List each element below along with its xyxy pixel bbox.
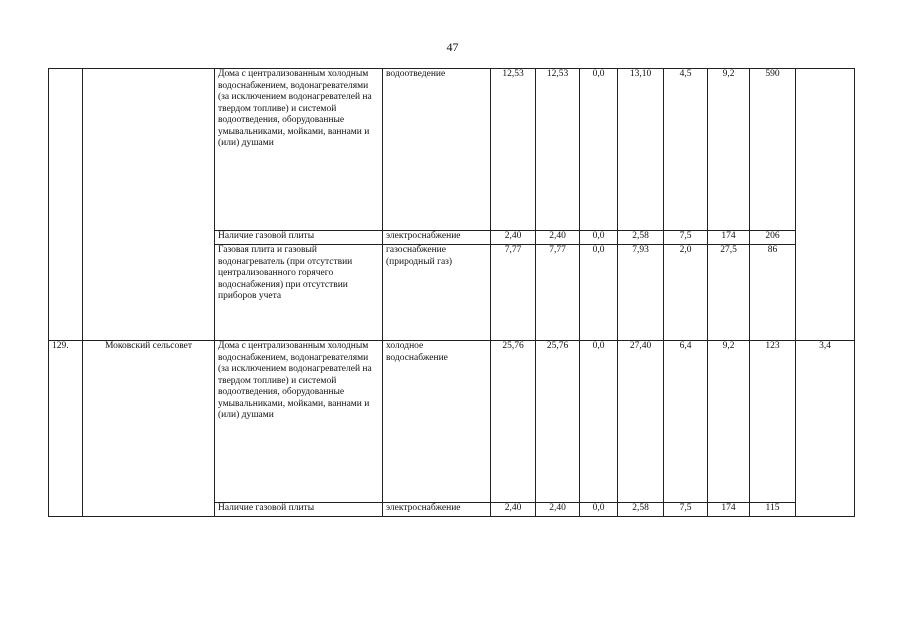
extra-value-cell: 3,4 [796,341,855,517]
condition-cell: Дома с централизованным холодным водоснабжением, водонагревателями (за исключением водонагревателей на твердом топливе) и системой водоотведения, оборудованные умывальниками, мойками, ваннами и (или) душами [215,69,383,231]
value-cell: 7,5 [664,503,708,517]
service-cell: холодное водоснабжение [383,341,491,503]
value-cell: 174 [708,231,750,245]
condition-cell: Газовая плита и газовый водонагреватель (при отсутствии централизованного горячего водоснабжения) при отсутствии приборов учета [215,245,383,341]
value-cell: 0,0 [580,341,618,503]
service-cell: электроснабжение [383,231,491,245]
service-cell: электроснабжение [383,503,491,517]
condition-cell: Наличие газовой плиты [215,231,383,245]
value-cell: 25,76 [536,341,580,503]
value-cell: 86 [750,245,796,341]
value-cell: 12,53 [536,69,580,231]
value-cell: 7,5 [664,231,708,245]
value-cell: 7,77 [491,245,536,341]
value-cell: 206 [750,231,796,245]
value-cell: 0,0 [580,245,618,341]
settlement-name [83,69,215,341]
value-cell: 2,40 [536,231,580,245]
value-cell: 174 [708,503,750,517]
table-row [49,341,855,503]
value-cell: 123 [750,341,796,503]
value-cell: 13,10 [618,69,664,231]
value-cell: 9,2 [708,341,750,503]
settlement-name: Моковский сельсовет [83,341,215,517]
value-cell: 12,53 [491,69,536,231]
value-cell: 9,2 [708,69,750,231]
value-cell: 25,76 [491,341,536,503]
value-cell: 590 [750,69,796,231]
value-cell: 2,58 [618,231,664,245]
value-cell: 2,58 [618,503,664,517]
value-cell: 7,77 [536,245,580,341]
value-cell: 2,0 [664,245,708,341]
value-cell: 7,93 [618,245,664,341]
extra-value-cell [796,69,855,341]
value-cell: 27,40 [618,341,664,503]
condition-cell: Дома с централизованным холодным водоснабжением, водонагревателями (за исключением водонагревателей на твердом топливе) и системой водоотведения, оборудованные умывальниками, мойками, ваннами и (или) душами [215,341,383,503]
value-cell: 0,0 [580,503,618,517]
row-index: 129. [49,341,83,517]
service-cell: газоснабжение (природный газ) [383,245,491,341]
value-cell: 0,0 [580,231,618,245]
condition-cell: Наличие газовой плиты [215,503,383,517]
value-cell: 4,5 [664,69,708,231]
value-cell: 2,40 [491,503,536,517]
value-cell: 115 [750,503,796,517]
value-cell: 0,0 [580,69,618,231]
page-number: 47 [446,40,459,54]
value-cell: 2,40 [536,503,580,517]
row-index [49,69,83,341]
tariff-table [48,68,855,517]
value-cell: 2,40 [491,231,536,245]
table-row [49,69,855,231]
value-cell: 6,4 [664,341,708,503]
value-cell: 27,5 [708,245,750,341]
service-cell: водоотведение [383,69,491,231]
